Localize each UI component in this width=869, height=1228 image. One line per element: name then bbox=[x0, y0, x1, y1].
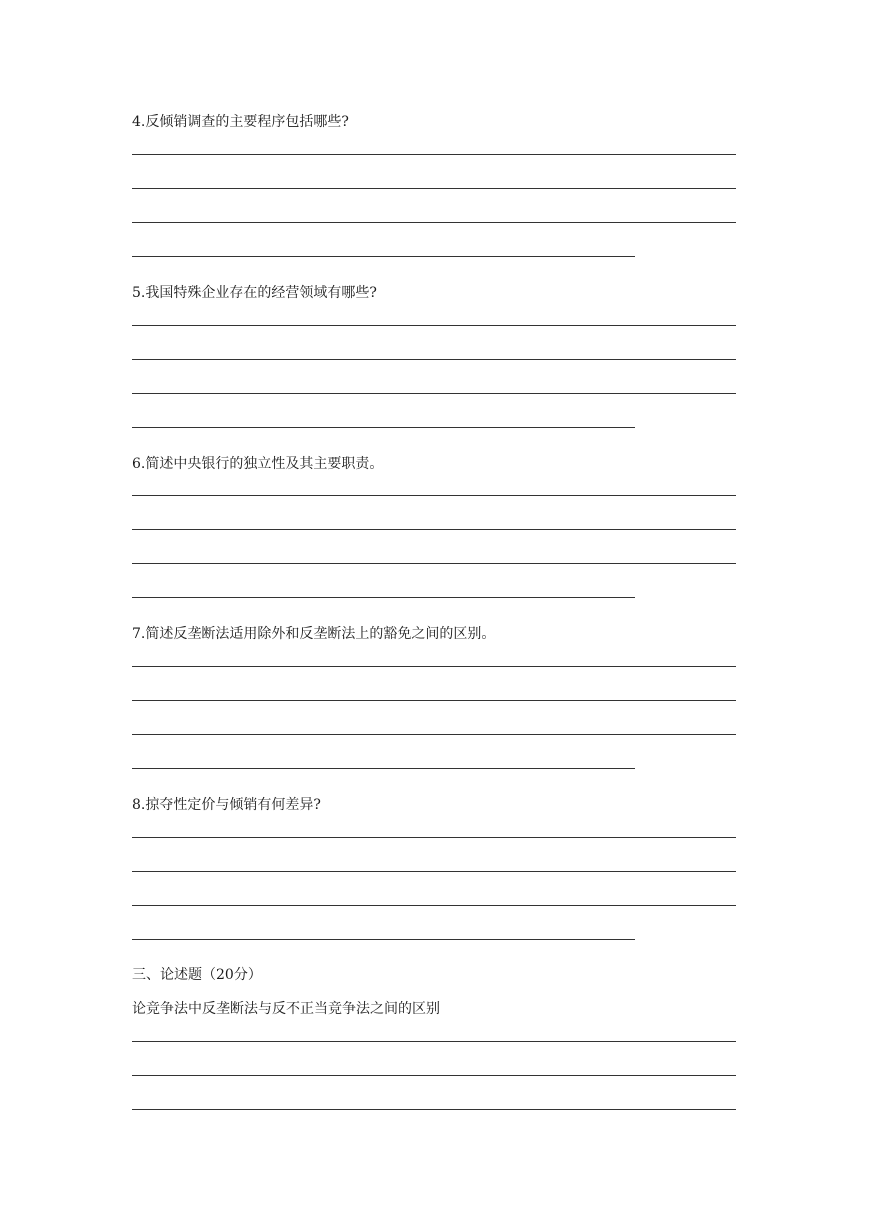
answer-line bbox=[132, 1075, 736, 1076]
answer-line bbox=[132, 871, 736, 872]
answer-line bbox=[132, 427, 635, 428]
question-5: 5.我国特殊企业存在的经营领域有哪些? bbox=[132, 285, 377, 301]
answer-line bbox=[132, 905, 736, 906]
answer-line bbox=[132, 154, 736, 155]
section-heading: 三、论述题（20分） bbox=[132, 967, 262, 983]
question-6: 6.简述中央银行的独立性及其主要职责。 bbox=[132, 456, 384, 472]
question-7: 7.简述反垄断法适用除外和反垄断法上的豁免之间的区别。 bbox=[132, 626, 496, 642]
answer-line bbox=[132, 256, 635, 257]
answer-line bbox=[132, 700, 736, 701]
answer-line bbox=[132, 837, 736, 838]
answer-line bbox=[132, 597, 635, 598]
question-4: 4.反倾销调查的主要程序包括哪些? bbox=[132, 114, 349, 130]
answer-line bbox=[132, 495, 736, 496]
answer-line bbox=[132, 188, 736, 189]
answer-line bbox=[132, 768, 635, 769]
answer-line bbox=[132, 666, 736, 667]
answer-line bbox=[132, 393, 736, 394]
answer-line bbox=[132, 359, 736, 360]
answer-line bbox=[132, 529, 736, 530]
essay-prompt: 论竞争法中反垄断法与反不正当竞争法之间的区别 bbox=[132, 1001, 440, 1017]
answer-line bbox=[132, 222, 736, 223]
answer-line bbox=[132, 939, 635, 940]
answer-line bbox=[132, 1041, 736, 1042]
answer-line bbox=[132, 325, 736, 326]
question-8: 8.掠夺性定价与倾销有何差异? bbox=[132, 797, 321, 813]
answer-line bbox=[132, 1109, 736, 1110]
answer-line bbox=[132, 563, 736, 564]
answer-line bbox=[132, 734, 736, 735]
